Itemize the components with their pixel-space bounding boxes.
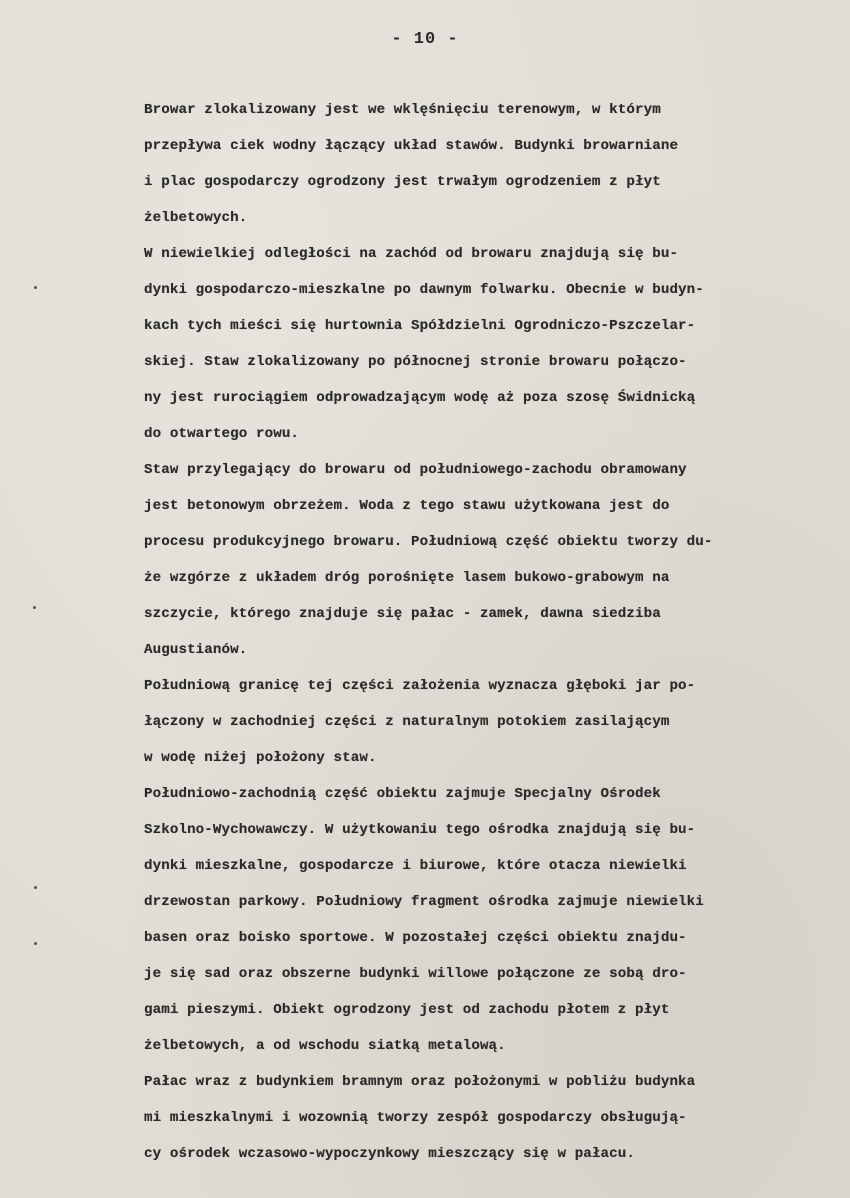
text-line: że wzgórze z układem dróg porośnięte lasem bukowo-grabowym na <box>144 570 670 586</box>
text-line: je się sad oraz obszerne budynki willowe połączone ze sobą dro- <box>144 966 687 982</box>
text-line: mi mieszkalnymi i wozownią tworzy zespół gospodarczy obsługują- <box>144 1110 687 1126</box>
text-line: Południowo-zachodnią część obiektu zajmuje Specjalny Ośrodek <box>144 786 661 802</box>
text-line: ny jest rurociągiem odprowadzającym wodę aż poza szosę Świdnicką <box>144 390 696 406</box>
margin-speck <box>34 286 37 289</box>
text-line: procesu produkcyjnego browaru. Południową część obiektu tworzy du- <box>144 534 713 550</box>
margin-speck <box>34 886 37 889</box>
text-line: drzewostan parkowy. Południowy fragment ośrodka zajmuje niewielki <box>144 894 704 910</box>
text-line: skiej. Staw zlokalizowany po północnej stronie browaru połączo- <box>144 354 687 370</box>
text-line: Staw przylegający do browaru od południowego-zachodu obramowany <box>144 462 687 478</box>
text-line: Browar zlokalizowany jest we wklęśnięciu terenowym, w którym <box>144 102 661 118</box>
margin-speck <box>34 942 37 945</box>
text-line: jest betonowym obrzeżem. Woda z tego stawu użytkowana jest do <box>144 498 670 514</box>
text-line: Południową granicę tej części założenia wyznacza głęboki jar po- <box>144 678 696 694</box>
text-line: łączony w zachodniej części z naturalnym potokiem zasilającym <box>144 714 670 730</box>
text-line: Augustianów. <box>144 642 248 658</box>
text-line: przepływa ciek wodny łączący układ stawów. Budynki browarniane <box>144 138 679 154</box>
text-line: gami pieszymi. Obiekt ogrodzony jest od zachodu płotem z płyt <box>144 1002 670 1018</box>
text-line: kach tych mieści się hurtownia Spółdzielni Ogrodniczo-Pszczelar- <box>144 318 696 334</box>
page-number: - 10 - <box>391 30 459 49</box>
typewritten-text-body <box>144 92 834 1172</box>
text-line: szczycie, którego znajduje się pałac - zamek, dawna siedziba <box>144 606 661 622</box>
text-line: Pałac wraz z budynkiem bramnym oraz położonymi w pobliżu budynka <box>144 1074 696 1090</box>
text-line: basen oraz boisko sportowe. W pozostałej części obiektu znajdu- <box>144 930 687 946</box>
text-line: cy ośrodek wczasowo-wypoczynkowy mieszczący się w pałacu. <box>144 1146 635 1162</box>
text-line: dynki gospodarczo-mieszkalne po dawnym folwarku. Obecnie w budyn- <box>144 282 704 298</box>
text-line: W niewielkiej odległości na zachód od browaru znajdują się bu- <box>144 246 679 262</box>
margin-speck <box>33 606 36 609</box>
text-line: w wodę niżej położony staw. <box>144 750 377 766</box>
text-line: żelbetowych. <box>144 210 248 226</box>
text-line: Szkolno-Wychowawczy. W użytkowaniu tego ośrodka znajdują się bu- <box>144 822 696 838</box>
text-line: i plac gospodarczy ogrodzony jest trwałym ogrodzeniem z płyt <box>144 174 661 190</box>
text-line: do otwartego rowu. <box>144 426 300 442</box>
text-line: dynki mieszkalne, gospodarcze i biurowe, które otacza niewielki <box>144 858 687 874</box>
text-line: żelbetowych, a od wschodu siatką metalową. <box>144 1038 506 1054</box>
